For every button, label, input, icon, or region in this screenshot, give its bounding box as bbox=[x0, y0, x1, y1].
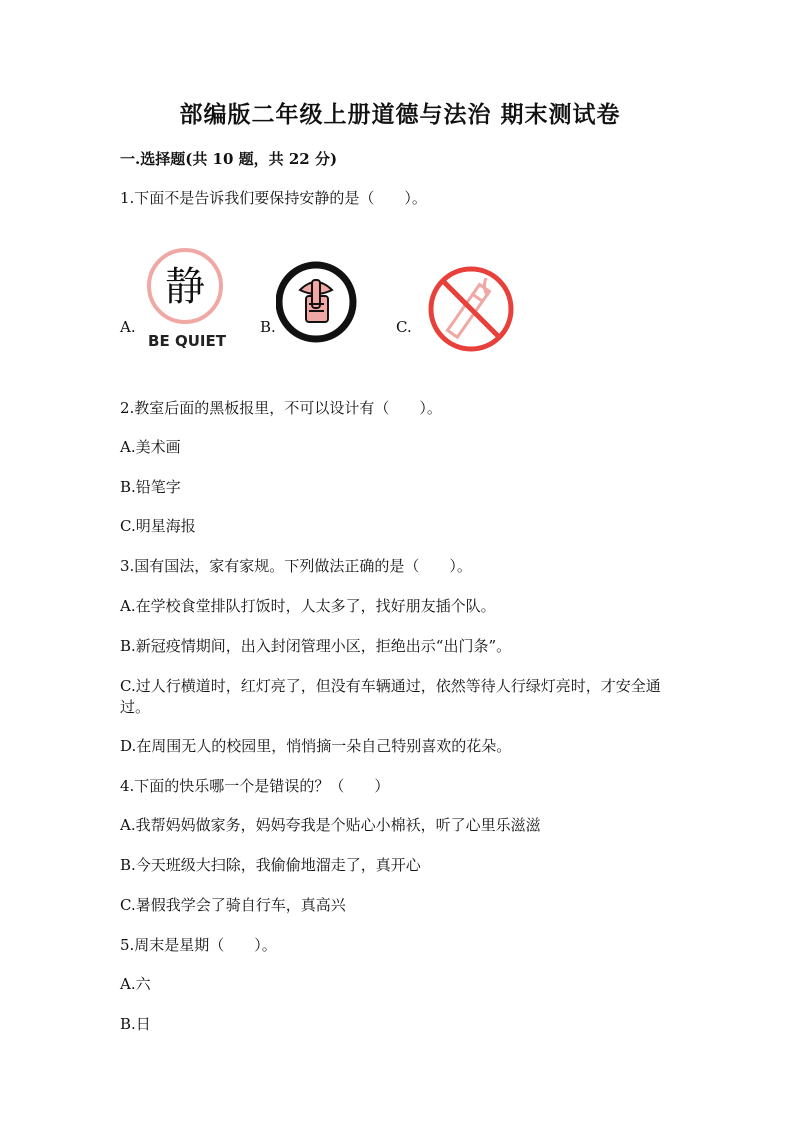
page-title: 部编版二年级上册道德与法治 期末测试卷 bbox=[179, 101, 621, 128]
option-a-letter: A. bbox=[120, 318, 136, 336]
question-3-stem: 3.国有国法，家有家规。下列做法正确的是（ ）。 bbox=[120, 557, 472, 575]
option-b-letter: B. bbox=[260, 318, 276, 336]
quiet-sign-char: 静 bbox=[165, 264, 205, 310]
question-3-option-d: D.在周围无人的校园里，悄悄摘一朵自己特别喜欢的花朵。 bbox=[120, 737, 512, 755]
question-4-option-a: A.我帮妈妈做家务，妈妈夸我是个贴心小棉袄，听了心里乐滋滋 bbox=[120, 816, 541, 834]
question-4-stem: 4.下面的快乐哪一个是错误的？（ ） bbox=[120, 777, 390, 795]
question-1-stem: 1.下面不是告诉我们要保持安静的是（ ）。 bbox=[120, 189, 427, 207]
question-3-option-c: C.过人行横道时，红灯亮了，但没有车辆通过，依然等待人行绿灯亮时，才安全通过。 bbox=[120, 677, 661, 716]
quiet-sign-icon bbox=[140, 248, 235, 353]
question-2-option-c: C.明星海报 bbox=[120, 517, 196, 535]
question-3-option-b: B.新冠疫情期间，出入封闭管理小区，拒绝出示“出门条”。 bbox=[120, 637, 512, 655]
hush-finger-sign-icon bbox=[276, 258, 358, 350]
question-4-option-c: C.暑假我学会了骑自行车，真高兴 bbox=[120, 896, 346, 914]
question-5-stem: 5.周末是星期（ ）。 bbox=[120, 936, 277, 954]
question-1-image-options bbox=[0, 248, 800, 358]
question-5-option-b: B.日 bbox=[120, 1015, 151, 1033]
question-2-option-a: A.美术画 bbox=[120, 438, 181, 456]
option-c-letter: C. bbox=[396, 318, 412, 336]
question-4-option-b: B.今天班级大扫除，我偷偷地溜走了，真开心 bbox=[120, 856, 421, 874]
question-2-stem: 2.教室后面的黑板报里，不可以设计有（ ）。 bbox=[120, 399, 442, 417]
question-2-option-b: B.铅笔字 bbox=[120, 478, 181, 496]
question-5-option-a: A.六 bbox=[120, 975, 151, 993]
quiet-sign-caption: BE QUIET bbox=[148, 332, 226, 350]
question-3-option-a: A.在学校食堂排队打饭时，人太多了，找好朋友插个队。 bbox=[120, 597, 496, 615]
section-heading: 一.选择题(共 10 题，共 22 分) bbox=[120, 150, 338, 168]
no-smoking-sign-icon bbox=[426, 264, 516, 354]
